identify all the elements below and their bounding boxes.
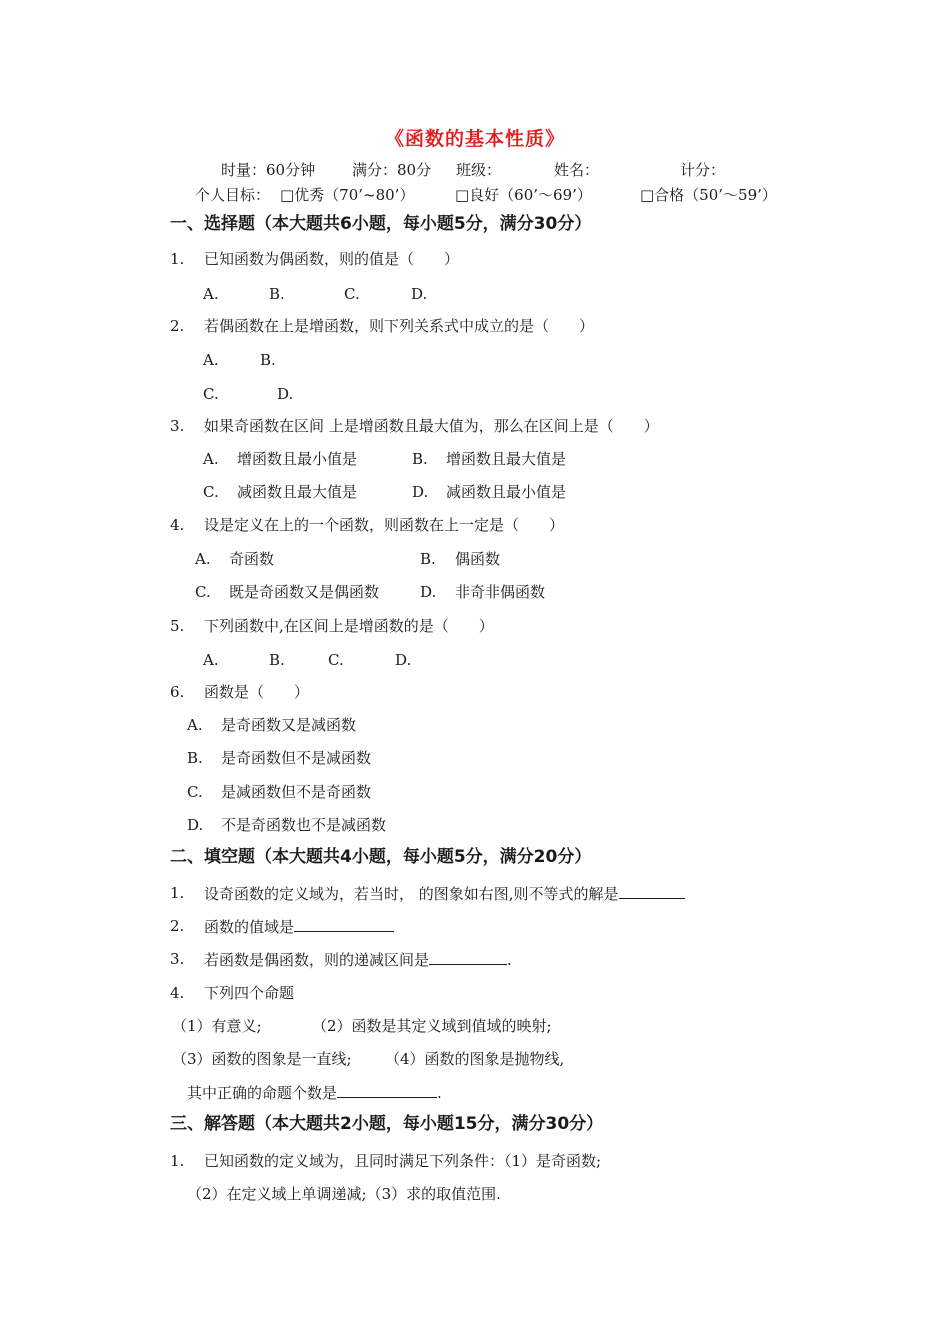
s1-q1-option-b: B. xyxy=(269,285,285,303)
s1-q6-option-c-text: 是减函数但不是奇函数 xyxy=(221,783,372,801)
s1-q2-text: 若偶函数在上是增函数，则下列关系式中成立的是（ ） xyxy=(204,317,595,335)
time-label: 时量：60分钟 xyxy=(221,161,316,179)
s2-q4-end: . xyxy=(437,1084,442,1102)
s1-q3-option-a-text: 增函数且最小值是 xyxy=(237,450,358,468)
s2-q2-num: 2. xyxy=(170,917,185,935)
s1-q5-option-c: C. xyxy=(328,651,344,669)
goal-pass: □合格（50’～59’） xyxy=(640,186,777,204)
s1-q6-option-b: B. xyxy=(187,749,203,767)
s1-q5-text: 下列函数中,在区间上是增函数的是（ ） xyxy=(204,617,494,635)
s2-q4-prop3: （3）函数的图象是一直线; xyxy=(172,1050,352,1068)
s2-q1-num: 1. xyxy=(170,884,185,902)
s1-q2-option-b: B. xyxy=(260,351,276,369)
goal-good: □良好（60’～69’） xyxy=(455,186,592,204)
goal-excellent: □优秀（70’~80’） xyxy=(280,186,415,204)
s2-q4-answer-blank[interactable] xyxy=(337,1082,437,1098)
s1-q3-option-c-text: 减函数且最大值是 xyxy=(237,483,358,501)
s3-q1-continuation: （2）在定义域上单调递减;（3）求的取值范围. xyxy=(187,1185,501,1203)
s1-q4-option-d-text: 非奇非偶函数 xyxy=(455,583,546,601)
s2-q3-num: 3. xyxy=(170,950,185,968)
s1-q3-option-a: A. xyxy=(203,450,219,468)
s1-q4-option-b: B. xyxy=(420,550,436,568)
s2-q2-text xyxy=(204,916,394,937)
s1-q3-option-c: C. xyxy=(203,483,219,501)
full-score-label: 满分：80分 xyxy=(352,161,432,179)
name-label: 姓名： xyxy=(554,161,600,179)
s1-q5-option-a: A. xyxy=(203,651,219,669)
s1-q1-text: 已知函数为偶函数，则的值是（ ） xyxy=(204,250,460,268)
s1-q4-option-d: D. xyxy=(420,583,437,601)
s1-q3-num: 3. xyxy=(170,417,185,435)
s2-q4-num: 4. xyxy=(170,984,185,1002)
s1-q4-option-a: A. xyxy=(195,550,211,568)
s2-q1-text xyxy=(204,883,685,904)
s1-q2-option-d: D. xyxy=(277,385,294,403)
s1-q6-option-b-text: 是奇函数但不是减函数 xyxy=(221,749,372,767)
s2-q4-prop1: （1）有意义; xyxy=(172,1017,262,1035)
section2-title: 二、填空题（本大题共4小题，每小题5分，满分20分） xyxy=(170,847,592,867)
s1-q5-num: 5. xyxy=(170,617,185,635)
s1-q1-option-c: C. xyxy=(344,285,360,303)
s1-q2-num: 2. xyxy=(170,317,185,335)
s2-q2-text-body: 函数的值域是 xyxy=(204,918,295,936)
s3-q1-num: 1. xyxy=(170,1152,185,1170)
s1-q4-num: 4. xyxy=(170,516,185,534)
s1-q3-text: 如果奇函数在区间 上是增函数且最大值为，那么在区间上是（ ） xyxy=(204,417,659,435)
class-label: 班级： xyxy=(456,161,502,179)
s1-q1-option-a: A. xyxy=(203,285,219,303)
s1-q6-option-c: C. xyxy=(187,783,203,801)
s1-q3-option-b: B. xyxy=(412,450,428,468)
s2-q3-text-body: 若函数是偶函数，则的递减区间是 xyxy=(204,951,430,969)
s1-q4-option-c-text: 既是奇函数又是偶函数 xyxy=(229,583,380,601)
s2-q3-answer-blank[interactable] xyxy=(429,949,507,965)
s1-q5-option-b: B. xyxy=(269,651,285,669)
score-label: 计分： xyxy=(680,161,726,179)
s1-q6-text: 函数是（ ） xyxy=(204,683,310,701)
s1-q3-option-d-text: 减函数且最小值是 xyxy=(446,483,567,501)
s1-q1-option-d: D. xyxy=(411,285,428,303)
s1-q4-option-a-text: 奇函数 xyxy=(229,550,275,568)
s1-q1-num: 1. xyxy=(170,250,185,268)
s2-q2-answer-blank[interactable] xyxy=(294,916,394,932)
s2-q1-text-body: 设奇函数的定义域为，若当时， 的图象如右图,则不等式的解是 xyxy=(204,885,619,903)
s1-q6-num: 6. xyxy=(170,683,185,701)
s2-q4-tail-text: 其中正确的命题个数是 xyxy=(187,1084,338,1102)
s1-q4-option-c: C. xyxy=(195,583,211,601)
s1-q6-option-d: D. xyxy=(187,816,204,834)
s1-q2-option-a: A. xyxy=(203,351,219,369)
section1-title: 一、选择题（本大题共6小题，每小题5分，满分30分） xyxy=(170,214,592,234)
s2-q4-text: 下列四个命题 xyxy=(204,984,295,1002)
s2-q4-prop2: （2）函数是其定义域到值域的映射; xyxy=(312,1017,552,1035)
goal-label: 个人目标： xyxy=(195,186,271,204)
s1-q6-option-a: A. xyxy=(187,716,203,734)
s2-q1-answer-blank[interactable] xyxy=(619,883,685,899)
s1-q4-text: 设是定义在上的一个函数，则函数在上一定是（ ） xyxy=(204,516,565,534)
page-title: 《函数的基本性质》 xyxy=(384,128,565,150)
s1-q3-option-d: D. xyxy=(412,483,429,501)
s2-q4-prop4: （4）函数的图象是抛物线, xyxy=(385,1050,565,1068)
s1-q2-option-c: C. xyxy=(203,385,219,403)
s1-q6-option-a-text: 是奇函数又是减函数 xyxy=(221,716,357,734)
s3-q1-text: 已知函数的定义域为，且同时满足下列条件：（1）是奇函数; xyxy=(204,1152,602,1170)
s1-q6-option-d-text: 不是奇函数也不是减函数 xyxy=(221,816,387,834)
s2-q3-end: . xyxy=(507,951,512,969)
s2-q3-text xyxy=(204,949,512,970)
s2-q4-tail xyxy=(187,1082,442,1103)
s1-q3-option-b-text: 增函数且最大值是 xyxy=(446,450,567,468)
s1-q4-option-b-text: 偶函数 xyxy=(455,550,501,568)
s1-q5-option-d: D. xyxy=(395,651,412,669)
section3-title: 三、解答题（本大题共2小题，每小题15分，满分30分） xyxy=(170,1114,604,1134)
